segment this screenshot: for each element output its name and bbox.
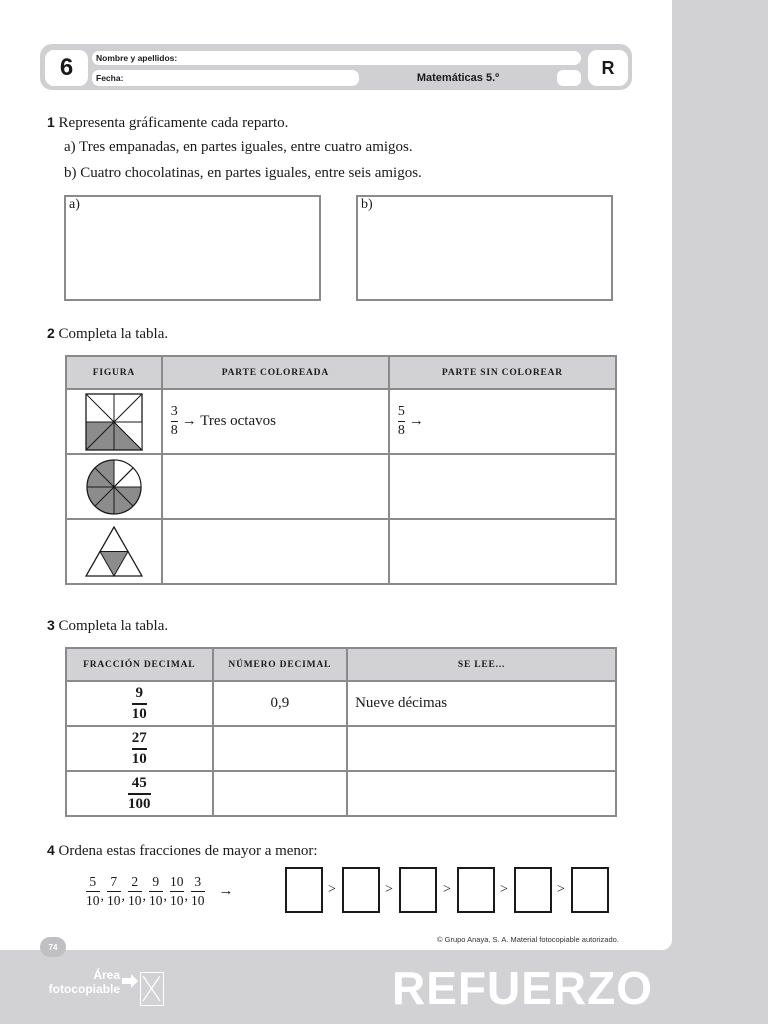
table-row — [66, 519, 616, 584]
subject-label: Matemáticas 5.º — [416, 72, 500, 84]
answer-box[interactable] — [399, 867, 437, 913]
fraction-numerator: 10 — [170, 874, 184, 889]
area-label-line1: Área — [93, 968, 120, 982]
decimal-fraction — [128, 776, 151, 812]
fraction-cell — [66, 681, 213, 726]
fraction-numerator: 9 — [152, 874, 160, 889]
table-row — [66, 389, 616, 454]
answer-box[interactable] — [514, 867, 552, 913]
decimal-cell[interactable] — [213, 771, 348, 816]
table-header-numero: NÚMERO DECIMAL — [213, 648, 348, 681]
fraction-denominator: 10 — [107, 892, 121, 908]
fraction-numerator: 9 — [135, 684, 144, 701]
colored-part-cell[interactable] — [162, 389, 389, 454]
q3-number: 3 — [47, 617, 55, 633]
reading-cell[interactable] — [347, 726, 616, 771]
square-eighths-icon — [85, 393, 143, 451]
fraction-numerator: 27 — [131, 729, 147, 746]
table-header-figura: FIGURA — [66, 356, 162, 389]
copyright-notice: © Grupo Anaya, S. A. Material fotocopiable autorizado. — [437, 935, 619, 944]
table-header-coloreada: PARTE COLOREADA — [162, 356, 389, 389]
fraction — [191, 875, 205, 907]
fraction-denominator: 10 — [149, 892, 163, 908]
fraction-denominator: 10 — [191, 892, 205, 908]
greater-than-sign: > — [557, 882, 565, 897]
fraction-denominator: 8 — [170, 423, 178, 438]
separator: , — [121, 889, 125, 904]
arrow-icon: → — [218, 882, 234, 899]
uncolored-fraction — [398, 405, 405, 438]
fraction — [149, 875, 163, 907]
table-row — [66, 454, 616, 519]
decimal-fraction — [132, 686, 147, 722]
level-letter: R — [588, 50, 628, 86]
figure-cell — [66, 519, 162, 584]
separator: , — [184, 889, 188, 904]
fraction-numerator: 5 — [89, 874, 97, 889]
drawing-box-a[interactable] — [64, 195, 321, 301]
greater-than-sign: > — [328, 882, 336, 897]
table-row — [66, 771, 616, 816]
circle-eighths-icon — [85, 458, 143, 516]
table-row — [66, 726, 616, 771]
decimal-cell[interactable] — [213, 726, 348, 771]
colored-text: → Tres octavos — [181, 413, 276, 429]
unit-number: 6 — [45, 50, 88, 86]
uncolored-part-cell[interactable] — [389, 519, 616, 584]
fraction-numerator: 3 — [170, 404, 178, 419]
reading-cell[interactable] — [347, 771, 616, 816]
fraction-numerator: 7 — [110, 874, 118, 889]
fraction — [107, 875, 121, 907]
fraction-denominator: 100 — [128, 795, 151, 812]
separator: , — [100, 889, 104, 904]
colored-part-cell[interactable] — [162, 454, 389, 519]
fraction-numerator: 45 — [131, 774, 147, 791]
q4-number: 4 — [47, 842, 55, 858]
figure-cell — [66, 454, 162, 519]
greater-than-sign: > — [385, 882, 393, 897]
fractions-table — [65, 355, 617, 585]
separator: , — [142, 889, 146, 904]
q1-prompt: Representa gráficamente cada reparto. — [58, 115, 289, 131]
extra-field[interactable] — [557, 70, 581, 86]
decimal-cell[interactable]: 0,9 — [213, 681, 348, 726]
section-title: REFUERZO — [392, 962, 653, 1014]
fraction-numerator: 2 — [131, 874, 139, 889]
fraction — [128, 875, 142, 907]
date-field[interactable]: Fecha: — [92, 70, 359, 86]
greater-than-sign: > — [500, 882, 508, 897]
fraction — [86, 875, 100, 907]
decimal-fraction — [132, 731, 147, 767]
drawing-box-a-label: a) — [69, 197, 80, 212]
q1-item-a: a) Tres empanadas, en partes iguales, entre cuatro amigos. — [64, 139, 413, 155]
drawing-box-b[interactable] — [356, 195, 613, 301]
q3-prompt: Completa la tabla. — [58, 618, 169, 634]
q1-heading — [47, 114, 288, 132]
fraction-denominator: 10 — [128, 892, 142, 908]
colored-part-cell[interactable] — [162, 519, 389, 584]
greater-than-sign: > — [443, 882, 451, 897]
area-label-line2: fotocopiable — [48, 982, 120, 996]
page-number: 74 — [40, 937, 66, 957]
uncolored-part-cell[interactable] — [389, 389, 616, 454]
q1-item-b: b) Cuatro chocolatinas, en partes iguales, entre seis amigos. — [64, 165, 422, 181]
q3-heading — [47, 617, 168, 635]
fraction-cell — [66, 771, 213, 816]
decimals-table — [65, 647, 617, 817]
uncolored-part-cell[interactable] — [389, 454, 616, 519]
table-header-fraccion: FRACCIÓN DECIMAL — [66, 648, 213, 681]
colored-fraction — [171, 405, 178, 438]
answer-box[interactable] — [457, 867, 495, 913]
fraction-denominator: 10 — [131, 705, 147, 722]
q2-heading — [47, 325, 168, 343]
fraction-denominator: 10 — [86, 892, 100, 908]
table-row — [66, 681, 616, 726]
table-header-sin-colorear: PARTE SIN COLOREAR — [389, 356, 616, 389]
fraction-denominator: 10 — [170, 892, 184, 908]
fraction-cell — [66, 726, 213, 771]
drawing-box-b-label: b) — [361, 197, 373, 212]
q4-heading — [47, 842, 318, 860]
answer-box[interactable] — [342, 867, 380, 913]
fraction-numerator: 5 — [397, 404, 405, 419]
side-band — [672, 0, 768, 1024]
q2-prompt: Completa la tabla. — [58, 326, 169, 342]
fractions-list — [86, 875, 234, 907]
triangle-quarters-icon — [85, 526, 143, 578]
fraction-denominator: 10 — [131, 750, 147, 767]
separator: , — [163, 889, 167, 904]
photocopy-icon — [140, 972, 164, 1006]
arrow-right-icon — [122, 974, 138, 988]
fraction — [170, 875, 184, 907]
answer-box[interactable] — [285, 867, 323, 913]
uncolored-text: → — [408, 413, 424, 429]
fraction-denominator: 8 — [397, 423, 405, 438]
table-header-se-lee: SE LEE... — [347, 648, 616, 681]
q1-number: 1 — [47, 114, 55, 130]
answer-box[interactable] — [571, 867, 609, 913]
q2-number: 2 — [47, 325, 55, 341]
q4-prompt: Ordena estas fracciones de mayor a menor: — [58, 843, 318, 859]
fraction-numerator: 3 — [194, 874, 202, 889]
figure-cell — [66, 389, 162, 454]
reading-cell[interactable]: Nueve décimas — [347, 681, 616, 726]
name-field[interactable]: Nombre y apellidos: — [92, 51, 581, 65]
area-fotocopiable-label — [38, 968, 120, 996]
